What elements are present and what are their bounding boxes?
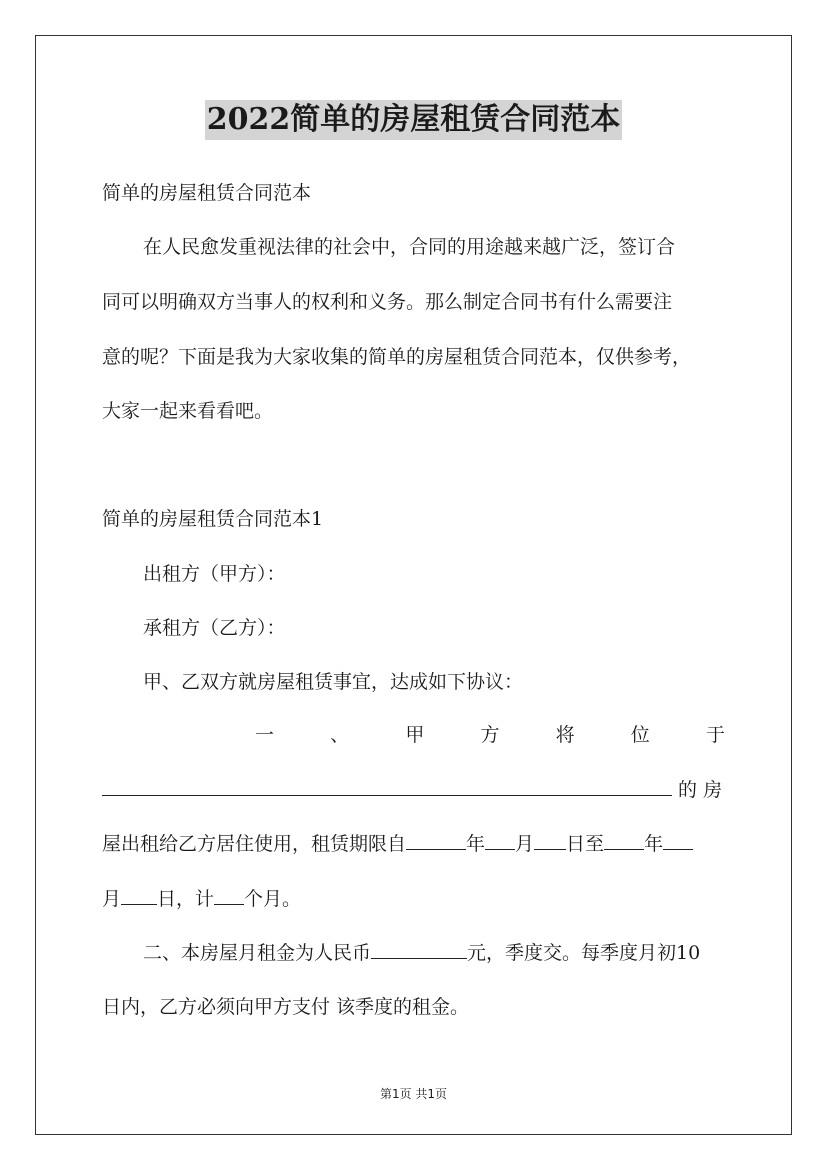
day-count-label: 日，计 (157, 888, 215, 910)
title-container (0, 100, 827, 140)
year-label: 年 (644, 833, 664, 855)
clause1-char: 一 (255, 724, 275, 746)
months-blank (214, 886, 244, 905)
clause2-line2: 日内，乙方必须向甲方支付 该季度的租金。 (102, 996, 470, 1018)
start-year-blank (406, 831, 466, 850)
clause1-line3 (102, 831, 742, 857)
intro-line-1: 在人民愈发重视法律的社会中，合同的用途越来越广泛，签订合 (143, 236, 676, 258)
lease-period-text: 屋出租给乙方居住使用，租赁期限自 (102, 833, 407, 855)
rent-terms-text: 元，季度交。每季度月初10 (467, 942, 701, 964)
clause1-char: 、 (330, 724, 350, 746)
end-day-blank (121, 886, 157, 905)
clause1-char: 位 (630, 724, 650, 746)
address-blank (102, 777, 672, 796)
subtitle: 简单的房屋租赁合同范本 (102, 182, 312, 204)
clause1-line2 (102, 777, 742, 803)
start-day-blank (534, 831, 566, 850)
year-label: 年 (466, 833, 486, 855)
months-label: 个月。 (244, 888, 302, 910)
document-title: 2022简单的房屋租赁合同范本 (205, 100, 623, 140)
rent-amount-blank (371, 940, 467, 959)
clause1-line4 (102, 886, 742, 912)
intro-line-3: 意的呢？下面是我为大家收集的简单的房屋租赁合同范本，仅供参考， (102, 346, 692, 368)
intro-line-4: 大家一起来看看吧。 (102, 400, 274, 422)
month-label: 月 (515, 833, 535, 855)
clause1-line1 (255, 722, 725, 748)
rent-text: 二、本房屋月租金为人民币 (143, 942, 372, 964)
end-year-blank (604, 831, 644, 850)
clause1-char: 将 (555, 724, 575, 746)
month-label: 月 (102, 888, 122, 910)
section-heading: 简单的房屋租赁合同范本1 (102, 508, 324, 530)
intro-line-2: 同可以明确双方当事人的权利和义务。那么制定合同书有什么需要注 (102, 291, 673, 313)
clause1-char: 方 (480, 724, 500, 746)
start-month-blank (485, 831, 515, 850)
clause2-line1 (143, 940, 742, 966)
end-month-blank (663, 831, 693, 850)
day-to-label: 日至 (566, 833, 605, 855)
clause1-char: 于 (705, 724, 725, 746)
clause1-line2-suffix: 的 房 (678, 779, 723, 801)
lessee-label: 承租方（乙方）： (143, 617, 286, 639)
page-footer: 第1页 共1页 (379, 1087, 448, 1101)
agreement-line: 甲、乙双方就房屋租赁事宜，达成如下协议： (143, 671, 524, 693)
lessor-label: 出租方（甲方）： (143, 563, 286, 585)
clause1-char: 甲 (405, 724, 425, 746)
